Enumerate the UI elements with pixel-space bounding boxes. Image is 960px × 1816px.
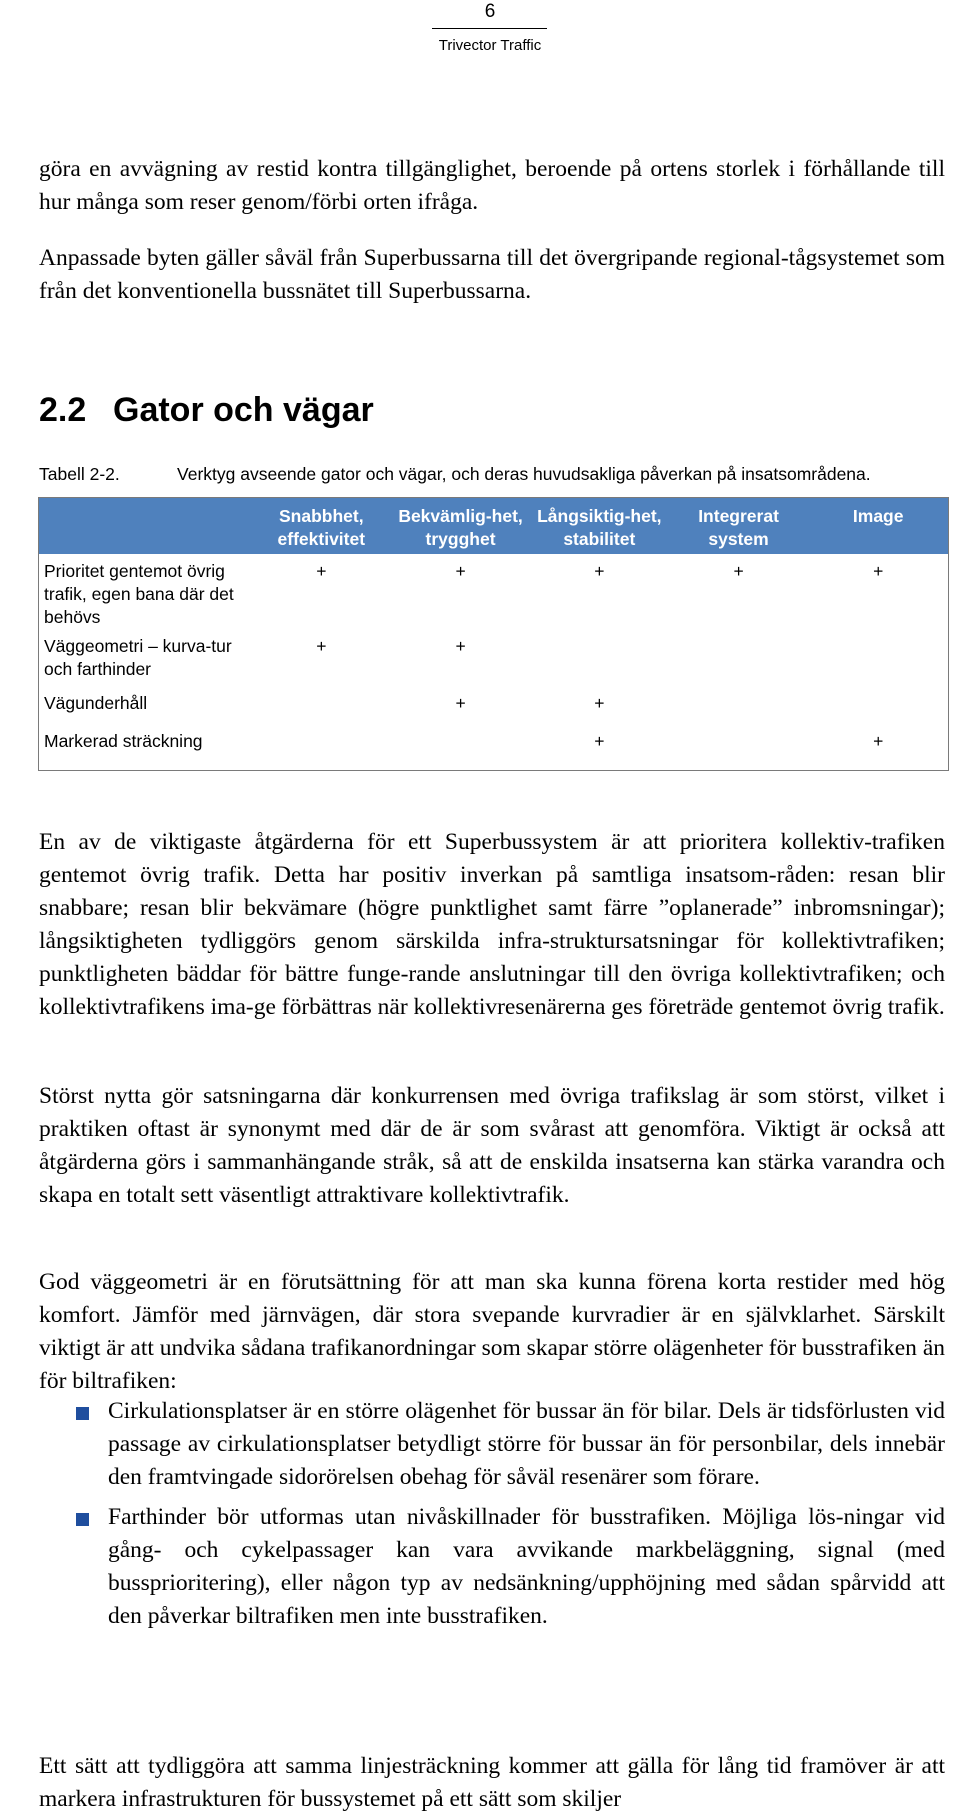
square-bullet-icon	[76, 1407, 89, 1420]
company-name: Trivector Traffic	[438, 37, 542, 54]
table-cell: +	[316, 636, 327, 656]
table-cell	[669, 692, 809, 730]
column-header: Snabbhet, effektivitet	[251, 498, 391, 554]
table-cell	[669, 730, 809, 768]
list-item-text: Farthinder bör utformas utan nivåskillnader för busstrafiken. Möjliga lös-ningar vid gång- och cykelpassager kan vara avvikande markbeläggning, signal (med bussprioritering), eller någon typ av nedsänkning/upphöjning med sådan spårvidd att den påverkar biltrafiken men inte busstrafiken.	[108, 1504, 945, 1629]
table-cell	[808, 692, 948, 730]
table-cell	[251, 692, 391, 730]
table-cell: +	[733, 561, 744, 581]
row-label: Markerad sträckning	[44, 731, 203, 751]
column-header: Image	[808, 498, 948, 554]
table-caption-text: Verktyg avseende gator och vägar, och deras huvudsakliga påverkan på insatsområdena.	[177, 464, 871, 484]
table-cell: +	[594, 731, 605, 751]
table-cell: +	[873, 731, 884, 751]
column-header: Långsiktig-het, stabilitet	[530, 498, 669, 554]
section-heading	[39, 390, 374, 430]
table-cell	[669, 635, 809, 692]
table-row	[39, 635, 948, 692]
intro-paragraph-1: göra en avvägning av restid kontra tillgänglighet, beroende på ortens storlek i förhållande till hur många som reser genom/förbi orten ifråga.	[39, 156, 945, 215]
table-cell: +	[594, 561, 605, 581]
table-cell: +	[316, 561, 327, 581]
table-row	[39, 692, 948, 730]
header-divider	[432, 28, 547, 29]
tools-table	[38, 497, 949, 771]
list-item	[39, 1501, 945, 1633]
table-row	[39, 554, 948, 635]
section-number: 2.2	[39, 391, 87, 429]
closing-paragraph: Ett sätt att tydliggöra att samma linjesträckning kommer att gälla för lång tid framöver är att markera infrastrukturen för bussystemet på ett sätt som skiljer	[39, 1753, 945, 1812]
section-title: Gator och vägar	[113, 391, 374, 429]
table-cell	[251, 730, 391, 768]
row-label: Väggeometri – kurva-tur och farthinder	[44, 636, 232, 679]
table-cell	[530, 635, 669, 692]
table-row	[39, 730, 948, 768]
body-paragraph-3: God väggeometri är en förutsättning för att man ska kunna förena korta restider med hög komfort. Jämför med järnvägen, där stora svepande kurvradier är en självklarhet. Särskilt viktigt är att undvika sådana trafikanordningar som skapar större olägenheter för busstrafiken än för biltrafiken:	[39, 1269, 945, 1394]
body-paragraph-2: Störst nytta gör satsningarna där konkurrensen med övriga trafikslag är som störst, vilket i praktiken oftast är synonymt med där de är som svårast att genomföra. Viktigt är också att åtgärderna görs i sammanhängande stråk, så att de enskilda insatserna kan stärka varandra och skapa en totalt sett väsentligt attraktivare kollektivtrafik.	[39, 1083, 945, 1208]
table-cell: +	[455, 693, 466, 713]
list-item	[39, 1395, 945, 1494]
table-header-row	[39, 498, 948, 554]
list-item-text: Cirkulationsplatser är en större olägenhet för bussar än för bilar. Dels är tidsförlusten vid passage av cirkulationsplatser betydligt större för bussar än för personbilar, dels innebär den framtvingade sidorörelsen obehag för såväl resenärer som förare.	[108, 1398, 945, 1490]
intro-paragraph-2: Anpassade byten gäller såväl från Superbussarna till det övergripande regional-tågsystemet som från det konventionella bussnätet till Superbussarna.	[39, 245, 945, 304]
table-header-empty	[39, 498, 251, 554]
table-cell: +	[594, 693, 605, 713]
table-cell: +	[873, 561, 884, 581]
row-label: Prioritet gentemot övrig trafik, egen bana där det behövs	[44, 561, 234, 627]
body-paragraph-1: En av de viktigaste åtgärderna för ett Superbussystem är att prioritera kollektiv-trafiken gentemot övrig trafik. Detta har positiv inverkan på samtliga insatsom-råden: resan blir snabbare; resan blir bekvämare (högre punktlighet samt färre ”oplanerade” inbromsningar); långsiktigheten tydliggörs genom särskilda infra-struktursatsningar för kollektivtrafiken; punktligheten bäddar för bättre funge-rande anslutningar till den övriga kollektivtrafiken; och kollektivtrafikens ima-ge förbättras när kollektivresenärerna ges företräde gentemot övrig trafik.	[39, 829, 945, 1020]
table-cell	[391, 730, 530, 768]
table-cell: +	[455, 561, 466, 581]
square-bullet-icon	[76, 1513, 89, 1526]
table-caption	[39, 462, 959, 486]
column-header: Integrerat system	[669, 498, 809, 554]
bullet-list	[39, 1395, 945, 1640]
table-caption-label: Tabell 2-2.	[39, 464, 120, 484]
table-cell: +	[455, 636, 466, 656]
table-cell	[808, 635, 948, 692]
page-number: 6	[484, 1, 496, 22]
column-header: Bekvämlig-het, trygghet	[391, 498, 530, 554]
row-label: Vägunderhåll	[44, 693, 148, 713]
